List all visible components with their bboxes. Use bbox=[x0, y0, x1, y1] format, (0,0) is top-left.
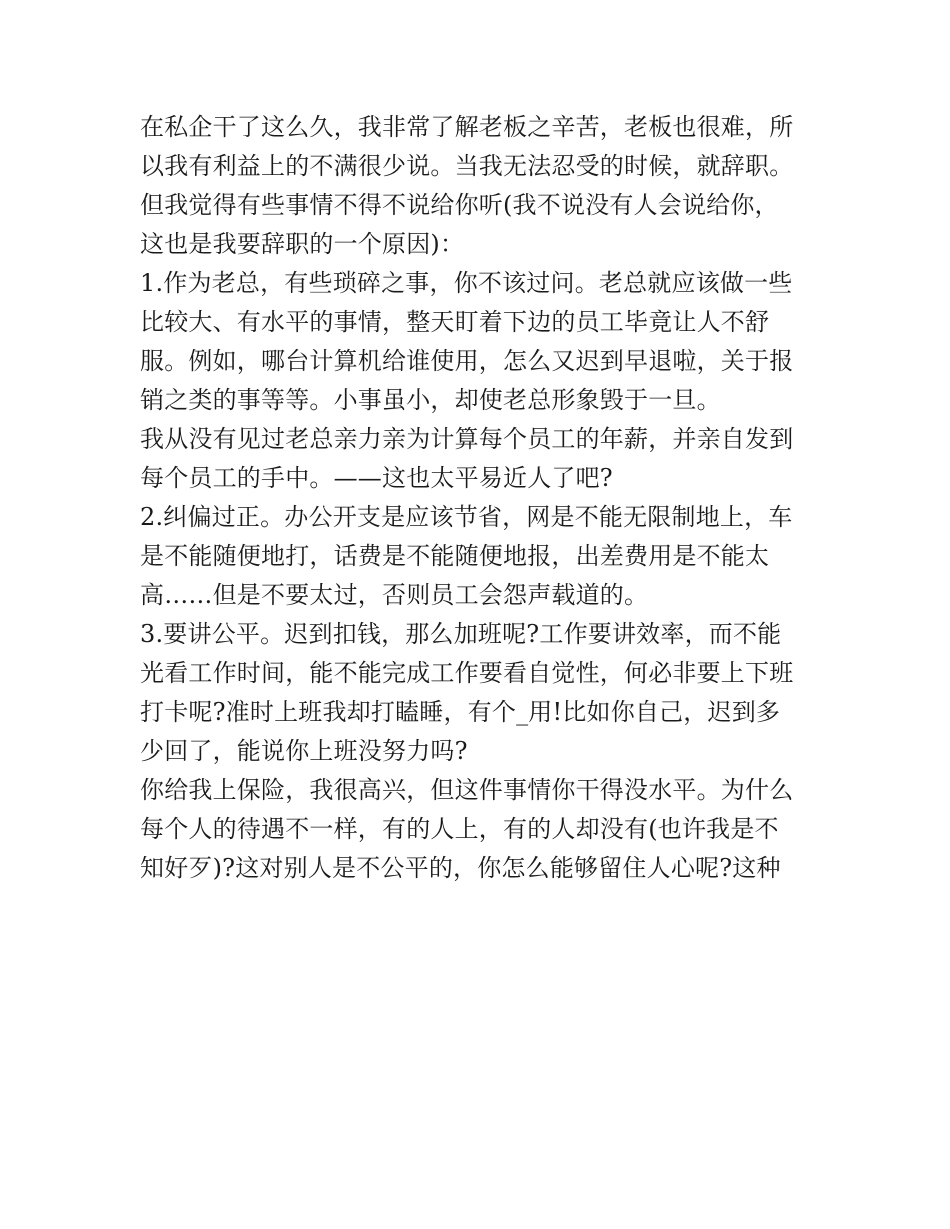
text-line: 以我有利益上的不满很少说。当我无法忍受的时候，就辞职。 bbox=[140, 152, 794, 180]
text-line: 每个人的待遇不一样，有的人上，有的人却没有(也许我是不 bbox=[140, 815, 779, 843]
text-line: 比较大、有水平的事情，整天盯着下边的员工毕竟让人不舒 bbox=[140, 308, 770, 336]
text-line: 这也是我要辞职的一个原因)： bbox=[140, 230, 465, 258]
text-line: 光看工作时间，能不能完成工作要看自觉性，何必非要上下班 bbox=[140, 659, 794, 687]
document-body bbox=[140, 108, 820, 888]
text-line: 高……但是不要太过，否则员工会怨声载道的。 bbox=[140, 581, 649, 609]
text-line: 知好歹)?这对别人是不公平的，你怎么能够留住人心呢?这种 bbox=[140, 854, 781, 882]
text-line: 每个员工的手中。——这也太平易近人了吧? bbox=[140, 464, 613, 492]
text-line: 打卡呢?准时上班我却打瞌睡，有个_用!比如你自己，迟到多 bbox=[140, 698, 781, 726]
text-line: 1.作为老总，有些琐碎之事，你不该过问。老总就应该做一些 bbox=[140, 269, 793, 297]
text-line: 但我觉得有些事情不得不说给你听(我不说没有人会说给你， bbox=[140, 191, 779, 219]
text-line: 3.要讲公平。迟到扣钱，那么加班呢?工作要讲效率，而不能 bbox=[140, 620, 782, 648]
text-line: 服。例如，哪台计算机给谁使用，怎么又迟到早退啦，关于报 bbox=[140, 347, 794, 375]
text-line: 我从没有见过老总亲力亲为计算每个员工的年薪，并亲自发到 bbox=[140, 425, 794, 453]
text-line: 销之类的事等等。小事虽小，却使老总形象毁于一旦。 bbox=[140, 386, 721, 414]
text-line: 少回了，能说你上班没努力吗? bbox=[140, 737, 468, 765]
text-line: 你给我上保险，我很高兴，但这件事情你干得没水平。为什么 bbox=[140, 776, 794, 804]
text-line: 2.纠偏过正。办公开支是应该节省，网是不能无限制地上，车 bbox=[140, 503, 793, 531]
text-line: 在私企干了这么久，我非常了解老板之辛苦，老板也很难，所 bbox=[140, 113, 794, 141]
text-line: 是不能随便地打，话费是不能随便地报，出差费用是不能太 bbox=[140, 542, 770, 570]
